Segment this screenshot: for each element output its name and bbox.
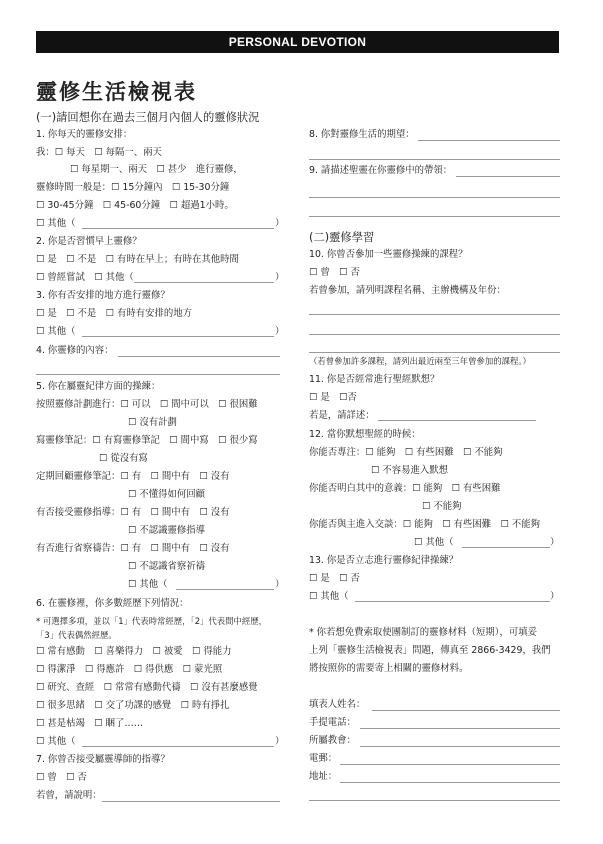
q6-options-3[interactable]: ☐ 研究、查經 ☐ 常常有感動代禱 ☐ 沒有甚麼感覺 (36, 682, 258, 693)
q1-other[interactable]: ☐ 其他（ (36, 218, 76, 229)
q12-dialogue[interactable]: 你能否與主進入交談：☐ 能夠 ☐ 有些困難 ☐ 不能夠 (309, 519, 541, 530)
q8-line-2[interactable] (309, 159, 560, 160)
q6-options-2[interactable]: ☐ 得潔淨 ☐ 得應許 ☐ 得供應 ☐ 蒙光照 (36, 664, 223, 675)
q6-note: * 可選擇多項，並以「1」代表時常經歷，「2」代表間中經歷， (36, 616, 268, 626)
q6-other-line[interactable] (82, 746, 274, 747)
close-paren: ） (550, 591, 560, 602)
q5-review-2[interactable]: ☐ 不懂得如何回顧 (128, 489, 206, 500)
q3: 3. 你有否安排的地方進行靈修？ (36, 290, 170, 301)
q3-other[interactable]: ☐ 其他（ (36, 326, 76, 337)
page-title: 靈修生活檢視表 (36, 79, 197, 104)
q13-options[interactable]: ☐ 是 ☐ 否 (309, 573, 360, 584)
q4-line-2[interactable] (36, 374, 280, 375)
q10-note: （若曾參加許多課程，請列出最近兩至三年曾參加的課程。） (309, 356, 531, 366)
q7-explain: 若曾，請說明： (36, 790, 102, 801)
note-line-2: 上列「靈修生活檢視表」問題，傳真至 2866-3429，我們 (309, 645, 551, 656)
q3-other-line[interactable] (82, 336, 274, 337)
q9: 9. 請描述聖靈在你靈修中的帶領： (309, 165, 453, 176)
q12-meaning-2[interactable]: ☐ 不能夠 (422, 501, 462, 512)
q5-examen-other[interactable]: ☐ 其他（ (128, 579, 168, 590)
q10-options[interactable]: ☐ 曾 ☐ 否 (309, 267, 360, 278)
q7-options[interactable]: ☐ 曾 ☐ 否 (36, 772, 87, 783)
q1: 1. 你每天的靈修安排： (36, 129, 133, 140)
phone-label: 手提電話： (309, 717, 356, 728)
address-label: 地址： (309, 771, 338, 782)
q12-meaning[interactable]: 你能否明白其中的意義：☐ 能夠 ☐ 有些困難 (309, 483, 501, 494)
q10: 10. 你曾否參加一些靈修操練的課程？ (309, 249, 468, 260)
q5-other-line[interactable] (176, 589, 274, 590)
q5-examen-2[interactable]: ☐ 不認識省察祈禱 (128, 561, 206, 572)
q4: 4. 你靈修的內容： (36, 345, 114, 356)
q12-focus-2[interactable]: ☐ 不容易進入默想 (371, 465, 449, 476)
q1-frequency-2[interactable]: ☐ 每星期一、兩天 ☐ 甚少 進行靈修， (70, 164, 243, 175)
q13-other-line[interactable] (355, 601, 550, 602)
q3-options[interactable]: ☐ 是 ☐ 不是 ☐ 有時有安排的地方 (36, 308, 193, 319)
q5-notes-2[interactable]: ☐ 從沒有寫 (99, 453, 148, 464)
email-field[interactable] (340, 764, 560, 765)
q8: 8. 你對靈修生活的期望： (309, 129, 415, 140)
q2-options-2[interactable]: ☐ 曾經嘗試 ☐ 其他（ (36, 272, 134, 283)
q5-examen[interactable]: 有否進行省察禱告：☐ 有 ☐ 間中有 ☐ 沒有 (36, 543, 230, 554)
q5-review[interactable]: 定期回顧靈修筆記：☐ 有 ☐ 間中有 ☐ 沒有 (36, 471, 230, 482)
q10-details: 若曾參加，請列明課程名稱、主辦機構及年份： (309, 285, 506, 296)
q11: 11. 你是否經常進行聖經默想？ (309, 374, 440, 385)
church-label: 所屬教會： (309, 735, 356, 746)
q12-focus[interactable]: 你能否專注：☐ 能夠 ☐ 有些困難 ☐ 不能夠 (309, 447, 503, 458)
q8-line-1[interactable] (418, 140, 560, 141)
q5-plan[interactable]: 按照靈修計劃進行：☐ 可以 ☐ 間中可以 ☐ 很困難 (36, 399, 258, 410)
close-paren: ） (275, 272, 285, 283)
q5-guidance[interactable]: 有否接受靈修指導：☐ 有 ☐ 間中有 ☐ 沒有 (36, 507, 230, 518)
q5-plan-2[interactable]: ☐ 沒有計劃 (128, 417, 177, 428)
q4-line-1[interactable] (118, 356, 280, 357)
close-paren: ） (550, 537, 560, 548)
q1-duration-2[interactable]: ☐ 30-45分鐘 ☐ 45-60分鐘 ☐ 超過1小時。 (36, 200, 234, 211)
q11-line[interactable] (378, 420, 536, 421)
q11-details: 若是，請詳述： (309, 410, 375, 421)
close-paren: ） (275, 326, 285, 337)
q1-other-line[interactable] (82, 228, 274, 229)
close-paren: ） (275, 579, 285, 590)
close-paren: ） (275, 218, 285, 229)
address-field[interactable] (340, 782, 560, 783)
q10-line-3[interactable] (309, 352, 560, 353)
q6: 6. 在靈修裡，你多數經歷下列情況： (36, 598, 189, 609)
q2-other-line[interactable] (134, 282, 274, 283)
q12-other-line[interactable] (462, 547, 550, 548)
q6-other[interactable]: ☐ 其他（ (36, 736, 76, 747)
note-line-3: 將按照你的需要寄上相關的靈修材料。 (309, 663, 469, 674)
q6-options-1[interactable]: ☐ 常有感動 ☐ 喜樂得力 ☐ 被愛 ☐ 得能力 (36, 646, 232, 657)
phone-field[interactable] (360, 728, 560, 729)
q6-note-2: 「3」代表偶然經歷。 (36, 630, 117, 640)
q9-line-2[interactable] (309, 197, 560, 198)
q12-dialogue-other[interactable]: ☐ 其他（ (414, 537, 454, 548)
email-label: 電郵： (309, 753, 338, 764)
page-header: PERSONAL DEVOTION (36, 31, 559, 53)
q1-duration[interactable]: 靈修時間一般是：☐ 15分鐘內 ☐ 15-30分鐘 (36, 182, 230, 193)
q13: 13. 你是否立志進行靈修紀律操練？ (309, 555, 459, 566)
q9-line-1[interactable] (456, 176, 560, 177)
q10-line-1[interactable] (309, 314, 560, 315)
note-line-1: * 你若想免費索取使團制訂的靈修材料（短期），可填妥 (309, 627, 537, 638)
name-label: 填表人姓名： (309, 699, 366, 710)
q2: 2. 你是否習慣早上靈修？ (36, 236, 142, 247)
q1-frequency[interactable]: 我：☐ 每天 ☐ 每隔一、兩天 (36, 147, 162, 158)
section-1-title: (一)請回想你在過去三個月內個人的靈修狀況 (36, 111, 260, 124)
q6-options-5[interactable]: ☐ 甚是枯竭 ☐ 睏了…… (36, 718, 144, 729)
q2-options[interactable]: ☐ 是 ☐ 不是 ☐ 有時在早上；有時在其他時間 (36, 254, 239, 265)
q10-line-2[interactable] (309, 334, 560, 335)
q9-line-3[interactable] (309, 216, 560, 217)
q5: 5. 你在屬靈紀律方面的操練： (36, 381, 161, 392)
q13-other[interactable]: ☐ 其他（ (309, 591, 349, 602)
address-field-2[interactable] (309, 800, 560, 801)
section-2-title: (二)靈修學習 (309, 231, 375, 244)
close-paren: ） (275, 736, 285, 747)
name-field[interactable] (372, 710, 560, 711)
q5-guidance-2[interactable]: ☐ 不認識靈修指導 (128, 525, 206, 536)
church-field[interactable] (360, 746, 560, 747)
q7: 7. 你曾否接受屬靈導師的指導？ (36, 754, 170, 765)
q7-line[interactable] (102, 801, 280, 802)
q5-notes[interactable]: 寫靈修筆記：☐ 有寫靈修筆記 ☐ 間中寫 ☐ 很少寫 (36, 435, 258, 446)
q11-options[interactable]: ☐ 是 ☐否 (309, 392, 357, 403)
q12: 12. 當你默想聖經的時候： (309, 429, 421, 440)
q6-options-4[interactable]: ☐ 很多思緒 ☐ 交了功課的感覺 ☐ 時有掙扎 (36, 700, 230, 711)
